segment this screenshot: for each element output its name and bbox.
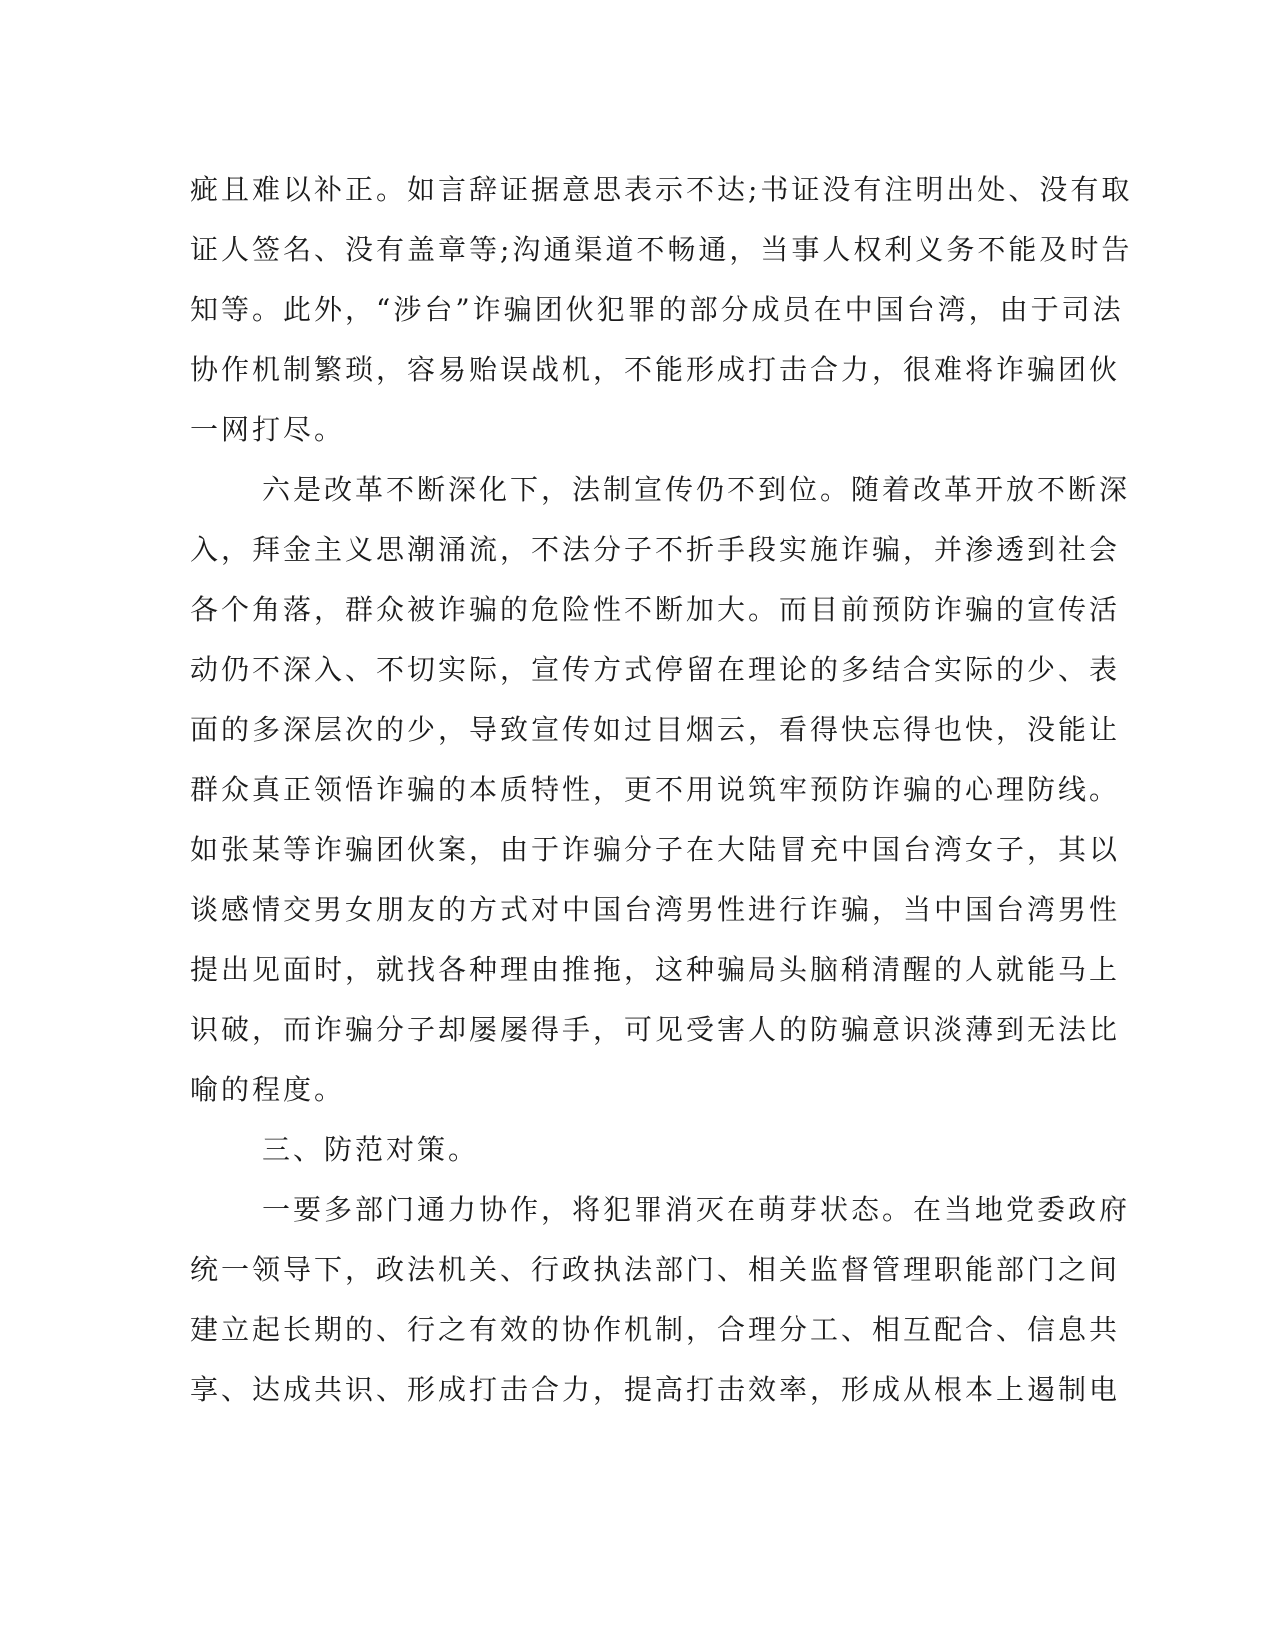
text-line: 享、达成共识、形成打击合力，提高打击效率，形成从根本上遏制电 (190, 1373, 1121, 1406)
text-line: 疵且难以补正。如言辞证据意思表示不达;书证没有注明出处、没有取 (190, 173, 1133, 206)
text-line: 群众真正领悟诈骗的本质特性，更不用说筑牢预防诈骗的心理防线。 (190, 773, 1121, 806)
section-heading: 三、防范对策。 (262, 1133, 480, 1166)
text-line: 面的多深层次的少，导致宣传如过目烟云，看得快忘得也快，没能让 (190, 713, 1121, 746)
text-line: 动仍不深入、不切实际，宣传方式停留在理论的多结合实际的少、表 (190, 653, 1121, 686)
text-line: 提出见面时，就找各种理由推拖，这种骗局头脑稍清醒的人就能马上 (190, 953, 1121, 986)
text-line: 建立起长期的、行之有效的协作机制，合理分工、相互配合、信息共 (190, 1313, 1121, 1346)
text-line: 识破，而诈骗分子却屡屡得手，可见受害人的防骗意识淡薄到无法比 (190, 1013, 1121, 1046)
text-line: 喻的程度。 (190, 1073, 346, 1106)
text-line: 知等。此外，“涉台”诈骗团伙犯罪的部分成员在中国台湾，由于司法 (190, 293, 1124, 326)
text-line: 入，拜金主义思潮涌流，不法分子不折手段实施诈骗，并渗透到社会 (190, 533, 1121, 566)
text-line: 各个角落，群众被诈骗的危险性不断加大。而目前预防诈骗的宣传活 (190, 593, 1121, 626)
body-text (190, 160, 1133, 1420)
text-line: 如张某等诈骗团伙案，由于诈骗分子在大陆冒充中国台湾女子，其以 (190, 833, 1121, 866)
paragraph-start-line: 一要多部门通力协作，将犯罪消灭在萌芽状态。在当地党委政府 (262, 1193, 1131, 1226)
text-line: 协作机制繁琐，容易贻误战机，不能形成打击合力，很难将诈骗团伙 (190, 353, 1121, 386)
text-line: 证人签名、没有盖章等;沟通渠道不畅通，当事人权利义务不能及时告 (190, 233, 1133, 266)
text-line: 统一领导下，政法机关、行政执法部门、相关监督管理职能部门之间 (190, 1253, 1121, 1286)
text-line: 一网打尽。 (190, 413, 346, 446)
paragraph-start-line: 六是改革不断深化下，法制宣传仍不到位。随着改革开放不断深 (262, 473, 1131, 506)
text-line: 谈感情交男女朋友的方式对中国台湾男性进行诈骗，当中国台湾男性 (190, 893, 1121, 926)
